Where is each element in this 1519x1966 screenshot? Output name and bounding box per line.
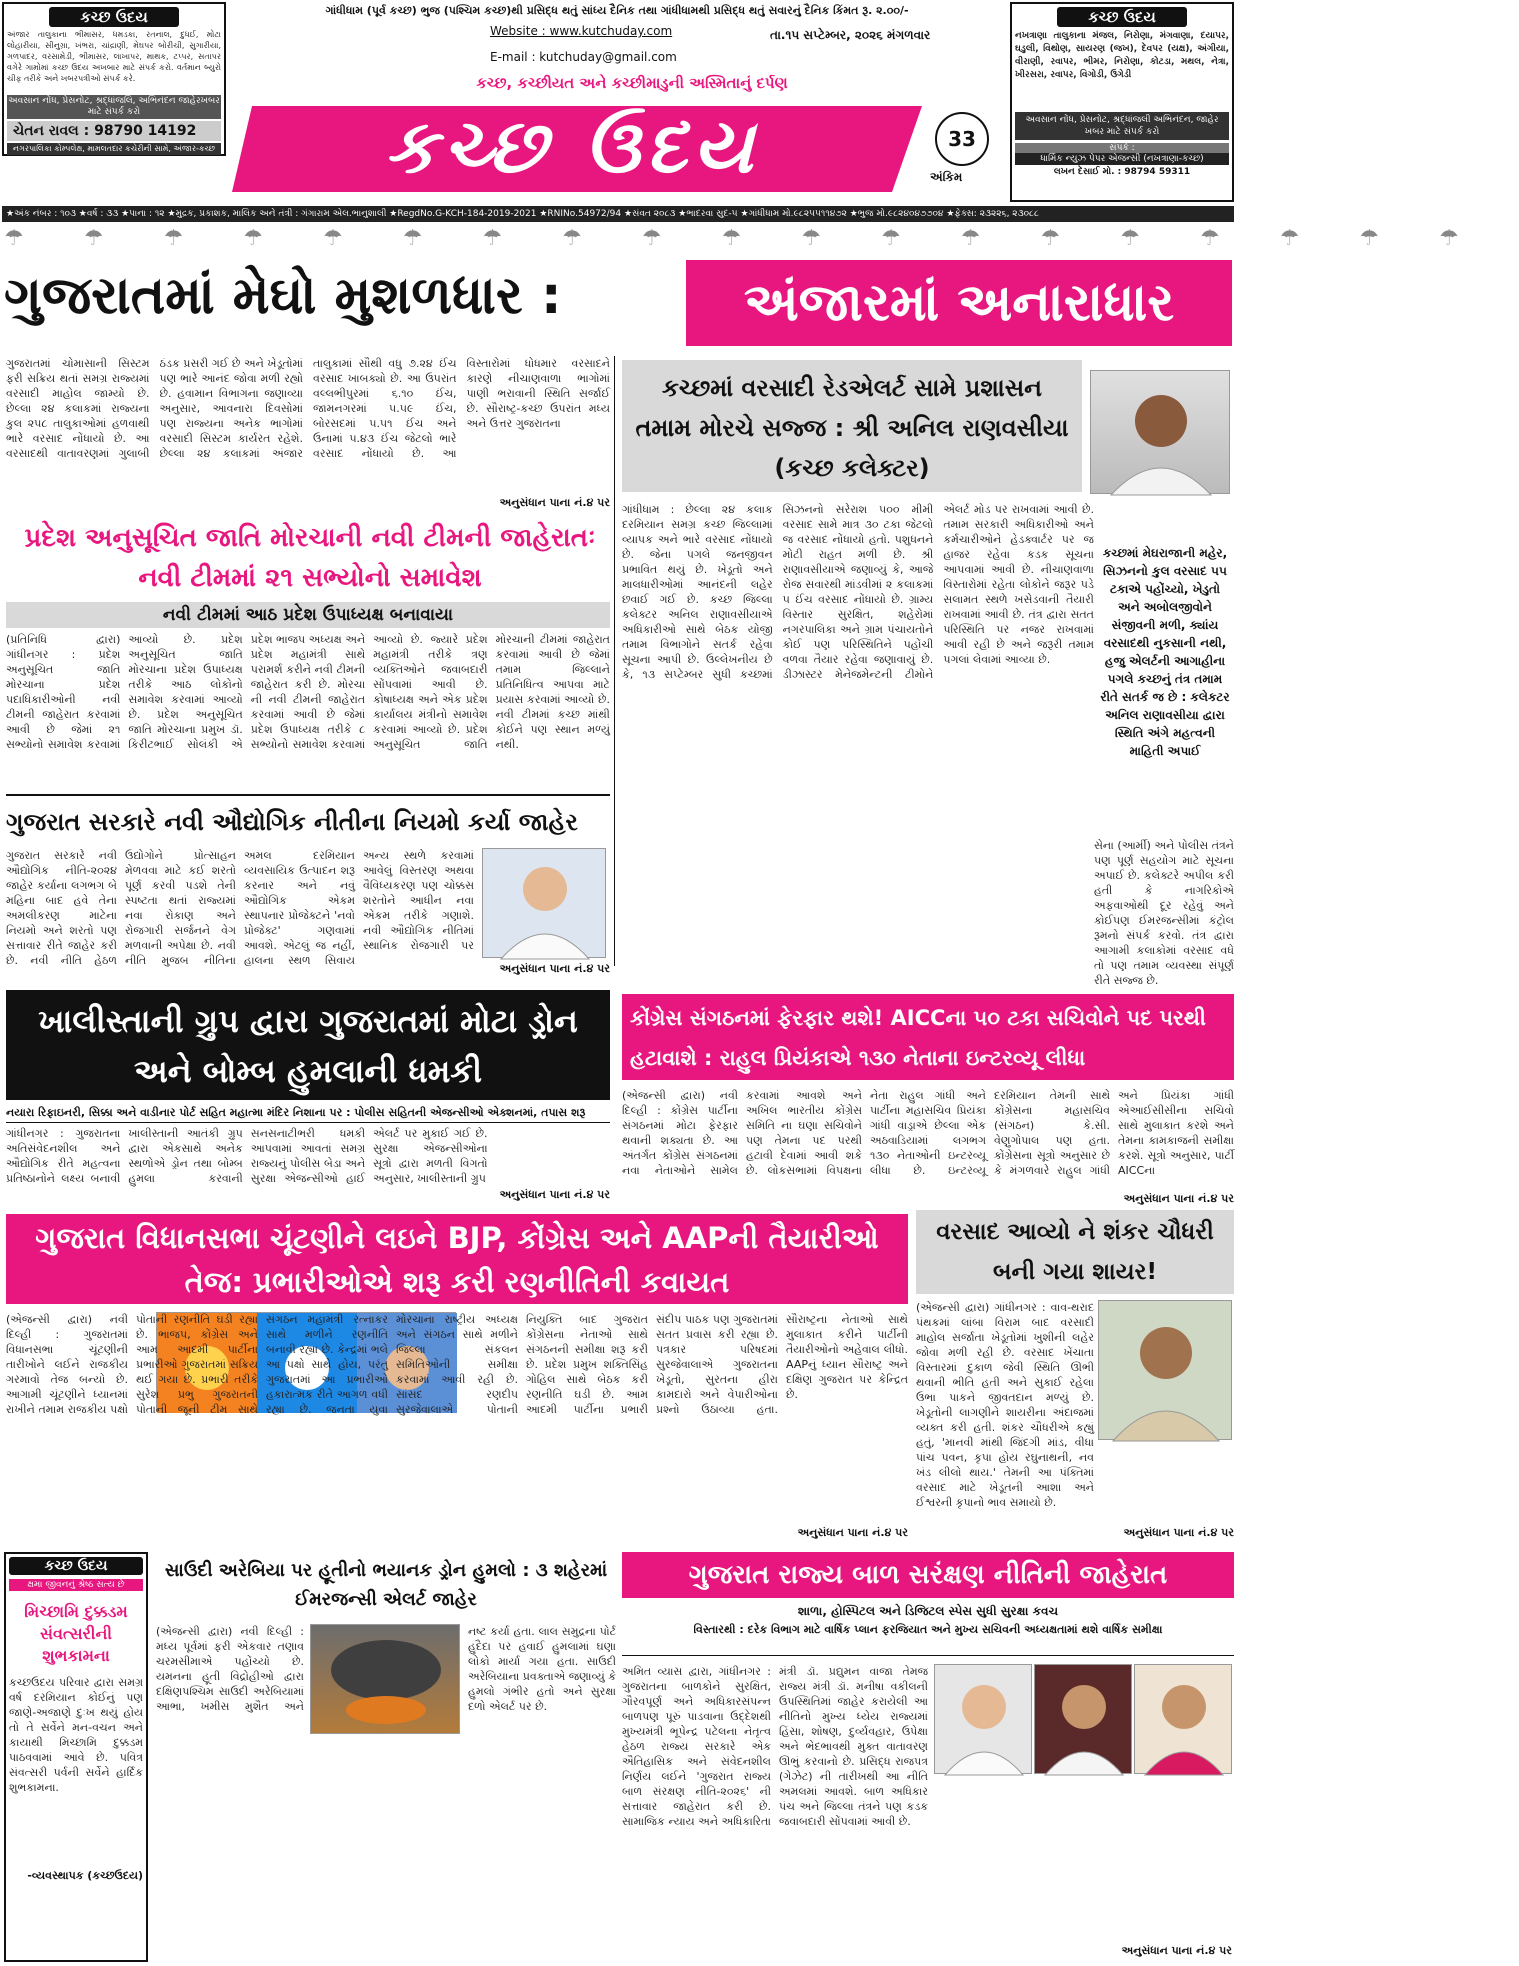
drone-photo-shape bbox=[311, 1625, 461, 1735]
right-ad-ribbon: અવસાન નોંધ, પ્રેસનોટ, શ્રદ્ધાંજલી અભિનંદન, જાહેર ખબર માટે સંપર્ક કરો bbox=[1015, 112, 1229, 140]
story-child-text: અમિત વ્યાસ દ્વારા, ગાંધીનગર : ગુજરાતના બાળકોને સુરક્ષિત, ગૌરવપૂર્ણ અને અધિકારસંપન્ન બાળપણ પૂરું પાડવાના ઉદ્દેશથી મુખ્યમંત્રી ભૂપેન્દ્ર પટેલના નેતૃત્વ હેઠળ રાજ્ય સરકારે એક ઐતિહાસિક અને સંવેદનશીલ નિર્ણય લઈને 'ગુજરાત રાજ્ય બાળ સંરક્ષણ નીતિ-૨૦૨૬' ની સત્તાવાર જાહેરાત કરી છે. સામાજિક ન્યાય અને અધિકારિતા મંત્રી ડૉ. પ્રદ્યુમન વાજા તેમજ રાજ્ય મંત્રી ડૉ. મનીષા વકીલની ઉપસ્થિતિમાં જાહેર કરાયેલી આ નીતિનો મુખ્ય ધ્યેય રાજ્યમાં હિંસા, શોષણ, દુર્વ્યવહાર, ઉપેક્ષા અને ભેદભાવથી મુક્ત વાતાવરણ ઊભું કરવાનો છે. પ્રસિદ્ધ રાજપત્ર (ગેઝેટ) ની તારીખથી આ નીતિ અમલમાં આવશે. બાળ અધિકાર પંચ અને જિલ્લા તંત્રને પણ કડક જવાબદારી સોંપવામાં આવી છે. bbox=[622, 1665, 928, 1828]
story-poet-cont[interactable]: અનુસંધાન પાના નં.૪ પર bbox=[1123, 1526, 1234, 1539]
masthead-logo bbox=[232, 100, 922, 198]
story-election-cont[interactable]: અનુસંધાન પાના નં.૪ પર bbox=[797, 1526, 908, 1539]
right-ad-logo: કચ્છ ઉદય bbox=[1057, 7, 1187, 27]
story-congress-cont[interactable]: અનુસંધાન પાના નં.૪ પર bbox=[1123, 1192, 1234, 1205]
story-collector-sidebar: કચ્છમાં મેઘરાજાની મહેર, સિઝનનો કુલ વરસાદ ૫૫ ટકાએ પહોંચ્યો, ખેડુતો અને અબોલજીવોને સંજીવની મળી, ક્યાંય વરસાદથી નુકસાની નથી, હજુ એલર્ટની આગાહીના પગલે કચ્છનું તંત્ર તમામ રીતે સતર્ક જ છે : કલેકટર અનિલ રાણાવસીયા દ્વારા સ્થિતિ અંગે મહત્વની માહિતી અપાઈ bbox=[1100, 546, 1230, 758]
story-collector-text: ગાંધીધામ : છેલ્લા ૨૪ કલાક દરમિયાન સમગ્ર કચ્છ જિલ્લામાં વ્યાપક અને ભારે વરસાદ નોંધાયો છે. જેના પગલે જનજીવન પ્રભાવિત થયું છે. ખેડૂતો અને માલધારીઓમાં આનંદની લહેર છવાઈ ગઈ છે. કચ્છ જિલ્લા કલેક્ટર અનિલ રાણાવસીયાએ અધિકારીઓ સાથે બેઠક યોજી તમામ વિભાગોને સતર્ક રહેવા સૂચના આપી છે. ઉલ્લેખનીય છે કે, ૧૩ સપ્ટેમ્બર સુધી કચ્છમાં સિઝનનો સરેરાશ ૫૦૦ મીમી વરસાદ સામે માત્ર ૩૦ ટકા જેટલો જ વરસાદ નોંધાયો હતો. પશુધનને મોટી રાહત મળી છે. શ્રી રાણાવસીયાએ જણાવ્યું કે, આજે રોજ સવારથી માંડવીમાં ૨ કલાકમાં ૫ ઈંચ વરસાદ નોંધાયો છે. ગ્રામ્ય વિસ્તાર સુરક્ષિત, શહેરોમાં નગરપાલિકા અને ગ્રામ પંચાયતોને કોઈ પણ પરિસ્થિતિને પહોંચી વળવા તૈયાર રહેવા જણાવાયું છે. ડીઝાસ્ટર મેનેજમેન્ટની ટીમોને એલર્ટ મોડ પર રાખવામાં આવી છે. તમામ સરકારી અધિકારીઓ અને કર્મચારીઓને હેડક્વાર્ટર પર જ હાજર રહેવા કડક સૂચના આપવામાં આવી છે. નીચાણવાળા વિસ્તારોમાં રહેતા લોકોને જરૂર પડે સલામત સ્થળે ખસેડવાની તૈયારી રાખવામાં આવી છે. તંત્ર દ્વારા સતત પરિસ્થિતિ પર નજર રાખવામાં આવી રહી છે અને જરૂરી તમામ પગલાં લેવામાં આવ્યા છે. bbox=[622, 503, 1094, 681]
tagline: કચ્છ, કચ્છીયત અને કચ્છીમાડુની અસ્મિતાનું દર્પણ bbox=[476, 74, 788, 92]
story-policy-headline: ગુજરાત સરકારે નવી ઔદ્યોગિક નીતીના નિયમો કર્યા જાહેર bbox=[6, 808, 578, 836]
masthead-title: કચ્છ ઉદય bbox=[384, 104, 760, 190]
issue-date: તા.૧૫ સપ્ટેમ્બર, ૨૦૨૬ મંગળવાર bbox=[770, 28, 931, 42]
story-collector-headline: કચ્છમાં વરસાદી રેડએલર્ટ સામે પ્રશાસન તમામ મોરચે સજ્જ : શ્રી અનિલ રાણવસીયા (કચ્છ કલેક્ટર) bbox=[622, 360, 1082, 492]
collector-photo bbox=[1090, 370, 1230, 494]
story-child-sub2: વિસ્તારથી : દરેક વિભાગ માટે વાર્ષિક પ્લાન ફરજિયાત અને મુખ્ય સચિવની અધ્યક્ષતામાં થશે વાર્ષિક સમીક્ષા bbox=[622, 1622, 1234, 1656]
right-ad-contact: ધાર્મિક ન્યુઝ પેપર એજન્સી (નખત્રાણા-કચ્છ) bbox=[1015, 153, 1229, 165]
story-congress-text: (એજન્સી દ્વારા) નવી દિલ્હી : કોંગ્રેસ પાર્ટીના સંગઠનમાં મોટા ફેરફાર થવાની શક્યતા છે. આ અંતર્ગત કોંગ્રેસ સંગઠનમાં નવા નેતાઓને સામેલ કરવામાં આવશે અને અખિલ ભારતીય કોંગ્રેસ સમિતિ ના ઘણા સચિવોને પણ તેમના પદ પરથી હટાવી દેવામાં આવી શકે છે. લોકસભામાં વિપક્ષના નેતા રાહુલ ગાંધી અને પાર્ટીના મહાસચિવ પ્રિયંકા ગાંધી વાડ્રાએ છેલ્લા એક અઠવાડિયામાં લગભગ ૧૩૦ નેતાઓની ઇન્ટરવ્યૂ લીધા છે. ઇન્ટરવ્યૂ દરમિયાન તેમની સાથે કોંગ્રેસના મહાસચિવ (સંગઠન) કે.સી. વેણુગોપાલ પણ હતા. કોંગ્રેસના સૂત્રો અનુસાર છે કે મંગળવારે રાહુલ ગાંધી અને પ્રિયંકા ગાંધી એઆઈસીસીના સચિવો સાથે મુલાકાત કરશે અને તેમના કામકાજની સમીક્ષા કરશે. સૂત્રો અનુસાર, પાર્ટી AICCના bbox=[622, 1089, 1234, 1177]
story-collector-after: સેના (આર્મી) અને પોલીસ તંત્રને પણ પૂર્ણ સહયોગ માટે સૂચના અપાઈ છે. કલેક્ટરે અપીલ કરી હતી કે નાગરિકોએ અફવાઓથી દૂર રહેવું અને કોઈપણ ઈમરજન્સીમાં કંટ્રોલ રૂમનો સંપર્ક કરવો. તંત્ર દ્વારા આગામી કલાકોમાં વરસાદ વધે તો પણ તમામ વ્યવસ્થા સંપૂર્ણ રીતે સજ્જ છે. bbox=[1094, 839, 1234, 987]
story-khalistan-headline: ખાલીસ્તાની ગ્રુપ દ્વારા ગુજરાતમાં મોટા ડ્રોન અને બોમ્બ હુમલાની ધમકી bbox=[38, 1002, 578, 1090]
cm-photo-shape bbox=[483, 849, 607, 959]
story-drone-headline: સાઉદી અરેબિયા પર હૂતીનો ભયાનક ડ્રોન હુમલો : ૩ શહેરમાં ઈમરજન્સી એલર્ટ જાહેર bbox=[164, 1560, 608, 1610]
story-poet-text-top: (એજન્સી દ્વારા) ગાંધીનગર : વાવ-થરાદ પંથકમાં લાંબા વિરામ બાદ વરસાદી માહોલ સર્જાતા ખેડૂતોમાં ખુશીની લહેર જોવા મળી રહી છે. વરસાદ ખેંચાતા વિસ્તારમાં દુકાળ જેવી સ્થિતિ ઊભી થવાની ભીતિ હતી અને સુકાઈ રહેલા ઉભા પાકને જીવતદાન મળ્યું છે. ખેડૂતોની લાગણીને શાયરીના અંદાજમાં વ્યક્ત કરી હતી. શંકર ચૌધરીએ કહ્યું હતું, 'માનવી માંથી જિંદગી માંડ, વીધા પાંચ પવન, કૃપા હોય રઘુનાથની, નવ ખંડ લીલો થાય.' તેમની આ પંક્તિમાં વરસાદ માટે ખેડૂતની આશા અને ઈશ્વરની કૃપાનો ભાવ સમાયો છે. bbox=[916, 1301, 1094, 1509]
years-badge-number: 33 bbox=[948, 127, 976, 151]
left-ad-address: નગરપાલિકા કોમ્પલેક્ષ, મામલતદાર કચેરીની સામે, અંજાર-કચ્છ bbox=[7, 143, 221, 155]
story-khalistan-text: ગાંધીનગર : ગુજરાતના અતિસંવેદનશીલ અને ઔદ્યોગિક રીતે મહત્વના પ્રતિષ્ઠાનોને લક્ષ્ય બનાવી ખાલીસ્તાની આતંકી ગ્રુપ દ્વારા એકસાથે અનેક સ્થળોએ ડ્રોન તથા બોમ્બ હુમલા કરવાની સનસનાટીભરી ધમકી આપવામાં આવતાં સમગ્ર રાજ્યનું પોલીસ બેડા અને સુરક્ષા એજન્સીઓ હાઈ એલર્ટ પર મુકાઈ ગઈ છે. સુરક્ષા એજન્સીઓના સૂત્રો દ્વારા મળતી વિગતો અનુસાર, ખાલીસ્તાની ગ્રુપ bbox=[6, 1127, 488, 1185]
drone-photo bbox=[310, 1624, 460, 1734]
email[interactable]: E-mail : kutchuday@gmail.com bbox=[490, 50, 677, 64]
child-photo-3-shape bbox=[1135, 1665, 1233, 1775]
child-photo-1 bbox=[934, 1664, 1032, 1774]
child-photo-2-shape bbox=[1035, 1665, 1133, 1775]
story-khalistan-cont[interactable]: અનુસંધાન પાના નં.૪ પર bbox=[499, 1188, 610, 1201]
story-morcha-text: (પ્રતિનિધિ દ્વારા) ગાંધીનગર : પ્રદેશ અનુસૂચિત જાતિ મોરચાના પ્રદેશ પદાધિકારીઓની નવી ટીમની જાહેરાત કરવામાં આવી છે જેમાં ૨૧ સભ્યોનો સમાવેશ કરવામાં આવ્યો છે. પ્રદેશ અનુસૂચિત જાતિ મોરચાના પ્રદેશ ઉપાધ્યક્ષ તરીકે આઠ લોકોનો સમાવેશ કરવામાં આવ્યો છે. પ્રદેશ અનુસૂચિત જાતિ મોરચાના પ્રમુખ ડૉ. કિરીટભાઈ સોલંકી એ પ્રદેશ ભાજપ અધ્યક્ષ અને પ્રદેશ મહામંત્રી સાથે પરામર્શ કરીને નવી ટીમની જાહેરાત કરી છે. મોરચા ની નવી ટીમની જાહેરાત કરવામાં આવી છે જેમાં પ્રદેશ ઉપાધ્યક્ષ તરીકે ૮ સભ્યોનો સમાવેશ કરવામાં આવ્યો છે. જ્યારે પ્રદેશ મહામંત્રી તરીકે ત્રણ વ્યક્તિઓને જવાબદારી સોંપવામાં આવી છે. કોષાધ્યક્ષ અને એક પ્રદેશ કાર્યાલય મંત્રીનો સમાવેશ કરવામાં આવ્યો છે. પ્રદેશ અનુસૂચિત જાતિ મોરચાની ટીમમાં જાહેરાત કરવામાં આવી છે જેમાં તમામ જિલ્લાને પ્રતિનિધિત્વ આપવા માટે પ્રયાસ કરવામાં આવ્યો છે. નવી ટીમમાં કચ્છ માંથી કોઈને પણ સ્થાન મળ્યું નથી. bbox=[6, 633, 610, 751]
story-morcha-headline: પ્રદેશ અનુસૂચિત જાતિ મોરચાની નવી ટીમની જાહેરાતઃ નવી ટીમમાં ૨૧ સભ્યોનો સમાવેશ bbox=[24, 523, 596, 593]
cm-photo bbox=[482, 848, 606, 958]
website[interactable]: Website : www.kutchuday.com bbox=[490, 24, 673, 38]
story-child-text-right bbox=[934, 1780, 1232, 1940]
bottom-ad-text: કચ્છઉદય પરિવાર દ્વારા સમગ્ર વર્ષ દરમિયાન કોઈનું પણ જાણે-અજાણે દુઃખ થયું હોય તો તે સર્વેને મન-વચન અને કાયાથી મિચ્છામિ દુક્કડમ પાઠવવામાં આવે છે. પવિત્ર સંવત્સરી પર્વની સર્વેને હાર્દિક શુભકામના. bbox=[9, 1676, 143, 1794]
sub-label: અંકિમ bbox=[930, 170, 963, 184]
right-ad-phone: લખન દેસાઈ મો. : 98794 59311 bbox=[1053, 167, 1191, 177]
main-headline-right: અંજારમાં અનારાધાર bbox=[686, 260, 1232, 346]
story-policy-cont[interactable]: અનુસંધાન પાના નં.૪ પર bbox=[499, 962, 610, 975]
rain-cloud-icons: ☂☂☂☂☂☂☂☂☂☂☂☂☂☂☂☂☂☂☂ bbox=[4, 226, 1519, 251]
child-photo-1-shape bbox=[935, 1665, 1033, 1775]
edition-note: ગાંધીધામ (પૂર્વ કચ્છ) ભુજ (પશ્ચિમ કચ્છ)થી પ્રસિદ્ધ થતું સાંધ્ય દૈનિક તથા ગાંધીધામથી પ્રસિદ્ધ થતું સવારનું દૈનિક કિંમત રૂ. ૨.૦૦/- bbox=[325, 4, 909, 17]
story-child-sub1: શાળા, હોસ્પિટલ અને ડિજિટલ સ્પેસ સુધી સુરક્ષા કવચ bbox=[797, 1604, 1059, 1618]
story-poet-headline: વરસાદ આવ્યો ને શંકર ચૌધરી બની ગયા શાયર! bbox=[916, 1210, 1234, 1294]
meta-line: ★અંક નંબર : ૧૦૩ ★વર્ષ : ૩૩ ★પાના : ૧૨ ★મુદ્રક, પ્રકાશક, માલિક અને તંત્રી : ગંગારામ એલ.ભાનુશાલી ★RegdNo.G-KCH-184-2019-2021 ★RNINo.54972/94 ★સંવત ૨૦૮૩ ★ભાદરવા સુદ-૫ ★ગાંધીધામ મો.૯૮૨૫૫૧૧૪૭૨ ★ભુજ મો.૯૮૨૪૦૪૭૭૦૪ ★ફેક્સ: ૨૩૨૨૬, ૨૩૦૮૮ bbox=[2, 206, 1234, 222]
story-rain-text: ગુજરાતમાં ચોમાસાની સિસ્ટમ ફરી સક્રિય થતાં સમગ્ર રાજ્યમાં વરસાદી માહોલ જામ્યો છે. છેલ્લા ૨૪ કલાકમાં રાજ્યના કુલ ૨૫૮ તાલુકાઓમાં હળવાથી ભારે વરસાદ નોંધાયો છે. આ વરસાદથી વાતાવરણમાં ગુલાબી ઠંડક પ્રસરી ગઈ છે અને ખેડૂતોમાં પણ ભારે આનંદ જોવા મળી રહ્યો છે. હવામાન વિભાગના જણાવ્યા અનુસાર, આવનારા દિવસોમાં પણ રાજ્યના અનેક ભાગોમાં વરસાદી સિસ્ટમ કાર્યરત રહેશે. છેલ્લા ૨૪ કલાકમાં અંજાર તાલુકામાં સૌથી વધુ ૭.૨૪ ઈંચ વરસાદ ખાબક્યો છે. આ ઉપરાંત વલ્લભીપુરમાં ૬.૧૦ ઈંચ, જામનગરમાં ૫.૫૯ ઈંચ, બોરસદમાં ૫.૫૧ ઈંચ અને ઉનામાં ૫.૪૩ ઈંચ જેટલો ભારે વરસાદ નોંધાયો છે. આ વિસ્તારોમાં ધોધમાર વરસાદને કારણે નીચાણવાળા ભાગોમાં પાણી ભરાવાની સ્થિતિ સર્જાઈ છે. સૌરાષ્ટ્ર-કચ્છ ઉપરાંત મધ્ય અને ઉત્તર ગુજરાતના bbox=[6, 357, 610, 460]
story-election-headline: ગુજરાત વિધાનસભા ચૂંટણીને લઇને BJP, કોંગ્રેસ અને AAPની તૈયારીઓ તેજ: પ્રભારીઓએ શરૂ કરી રણનીતિની કવાયત bbox=[6, 1214, 908, 1304]
left-ad-ribbon: અવસાન નોંધ, પ્રેસનોટ, શ્રદ્ધાંજલિ, અભિનંદન જાહેરખબર માટે સંપર્ક કરો bbox=[8, 96, 220, 117]
right-ad-contact-label: સંપર્ક : bbox=[1015, 143, 1229, 153]
poet-photo bbox=[1098, 1300, 1232, 1440]
right-ad-box bbox=[1010, 2, 1234, 202]
story-policy-text: ગુજરાત સરકારે નવી ઔદ્યોગિક નીતિ-૨૦૨૪ જાહેર કર્યાના લગભગ બે મહિના બાદ હવે તેના અમલીકરણ માટેના નિયમો અને શરતો પણ સત્તાવાર રીતે જાહેર કરી છે. નવી નીતિ હેઠળ ઉદ્યોગોને પ્રોત્સાહન મેળવવા માટે કઈ શરતો પૂર્ણ કરવી પડશે તેની સ્પષ્ટતા થતાં રાજ્યમાં નવા રોકાણ અને રોજગારી સર્જનને વેગ મળવાની અપેક્ષા છે. નવી નીતિ મુજબ નીતિના અમલ દરમિયાન વ્યવસાયિક ઉત્પાદન શરૂ કરનાર અને નવું ઔદ્યોગિક એકમ સ્થાપનાર પ્રોજેક્ટને 'નવો પ્રોજેક્ટ' ગણવામાં આવશે. એટલું જ નહીં, હાલના સ્થળ સિવાય અન્ય સ્થળે કરવામાં આવેલું વિસ્તરણ અથવા વૈવિધ્યકરણ પણ ચોક્કસ શરતોને આધીન નવા એકમ તરીકે ગણાશે. નવી ઔદ્યોગિક નીતિમાં સ્થાનિક રોજગારી પર bbox=[6, 849, 474, 967]
right-ad-body: નખત્રાણા તાલુકાના મંજલ, નિરોણા, મંગવાણા, દયાપર, ઘડુલી, વિથોણ, સાયરણ (જખ), દેવપર (યક્ષ), અંગીયા, વીરાણી, રવાપર, ભીમર, નિરોણા, કોટડા, મથલ, નેત્રા, ખીરસરા, રવાપર, વિગોડી, ઉગેડી bbox=[1015, 31, 1229, 80]
bottom-ad-logo: કચ્છ ઉદય bbox=[9, 1557, 143, 1575]
bottom-ad-title: મિચ્છામિ દુક્કડમ સંવત્સરીની શુભકામના bbox=[24, 1602, 128, 1665]
child-photo-2 bbox=[1034, 1664, 1132, 1774]
story-khalistan-subhead: નયારા રિફાઇનરી, સિક્કા અને વાડીનાર પોર્ટ સહિત મહાત્મા મંદિર નિશાના પર : પોલીસ સહિતની એજન્સીઓ એક્શનમાં, તપાસ શરૂ bbox=[6, 1104, 610, 1123]
bottom-ad-ribbon: ક્ષમા જીવનનું શ્રેષ્ઠ સત્ય છે bbox=[9, 1579, 143, 1591]
story-election-text: (એજન્સી દ્વારા) નવી દિલ્હી : ગુજરાતમાં વિધાનસભા ચૂંટણીની તારીખોને લઈને રાજકીય ગરમાવો તેજ બન્યો છે. આગામી ચૂંટણીને ધ્યાનમાં રાખીને તમામ રાજકીય પક્ષો પોતાની રણનીતિ ઘડી રહ્યા છે. ભાજપ, કોંગ્રેસ અને આમ આદમી પાર્ટીના પ્રભારીઓ ગુજરાતમાં સક્રિય થઈ ગયા છે. પ્રભારી તરીકે સુરેશ પ્રભુ ગુજરાતની પોતાની જૂની ટીમ સાથે સંગઠન મહામંત્રી રત્નાકર સાથે મળીને રણનીતિ બનાવી રહ્યા છે. કેન્દ્રમાં ભલે આ પક્ષો સાથે હોય, પરંતુ ગુજરાતમાં આ પ્રભારીઓ હકારાત્મક રીતે આગળ વધી રહ્યા છે. જનતા યુવા મોરચાના રાષ્ટ્રીય અધ્યક્ષ અને સંગઠન સાથે મળીને જિલ્લા સંકલન સમિતિઓની સમીક્ષા કરવામાં આવી રહી છે. સાંસદ રણદીપ સુરજેવાલાએ પોતાની નિયુક્તિ બાદ ગુજરાત કોંગ્રેસના નેતાઓ સાથે સંગઠનની સમીક્ષા શરૂ કરી છે. પ્રદેશ પ્રમુખ શક્તિસિંહ ગોહિલ સાથે બેઠક કરી રણનીતિ ઘડી છે. આમ આદમી પાર્ટીના પ્રભારી સંદીપ પાઠક પણ ગુજરાતમાં સતત પ્રવાસ કરી રહ્યા છે. પત્રકાર પરિષદમાં સુરજેવાલાએ ગુજરાતના ખેડૂતો, સુરતના હીરા કામદારો અને વેપારીઓના પ્રશ્નો ઉઠાવ્યા હતા. સૌરાષ્ટ્રના નેતાઓ સાથે મુલાકાત કરીને પાર્ટીની તૈયારીઓનો અહેવાલ લીધો. AAPનું ધ્યાન સૌરાષ્ટ્ર અને દક્ષિણ ગુજરાત પર કેન્દ્રિત છે. bbox=[6, 1313, 908, 1416]
years-badge bbox=[935, 112, 989, 166]
left-ad-logo: કચ્છ ઉદય bbox=[49, 7, 179, 27]
bottom-ad-sign: -વ્યવસ્થાપક (કચ્છઉદય) bbox=[27, 1869, 143, 1882]
story-child-headline: ગુજરાત રાજ્ય બાળ સરંક્ષણ નીતિની જાહેરાત bbox=[622, 1552, 1234, 1598]
left-ad-contact: ચેતન રાવલ : 98790 14192 bbox=[7, 121, 221, 141]
main-headline-left: ગુજરાતમાં મેઘો મુશળધાર : bbox=[4, 266, 562, 326]
divider-h1 bbox=[6, 794, 610, 796]
child-photo-3 bbox=[1134, 1664, 1232, 1774]
story-congress-headline: કોંગ્રેસ સંગઠનમાં ફેરફાર થશે! AICCના ૫૦ ટકા સચિવોને પદ પરથી હટાવાશે : રાહુલ પ્રિયંકાએ ૧૩૦ નેતાના ઇન્ટરવ્યૂ લીધા bbox=[622, 994, 1234, 1080]
story-child-cont[interactable]: અનુસંધાન પાના નં.૪ પર bbox=[1121, 1944, 1232, 1957]
left-ad-box bbox=[2, 2, 226, 156]
collector-photo-shape bbox=[1091, 371, 1231, 495]
divider-v1 bbox=[614, 356, 615, 966]
story-morcha-subhead: નવી ટીમમાં આઠ પ્રદેશ ઉપાધ્યક્ષ બનાવાયા bbox=[6, 602, 610, 628]
story-rain-cont[interactable]: અનુસંધાન પાના નં.૪ પર bbox=[499, 496, 610, 509]
bottom-ad-box bbox=[4, 1552, 148, 1962]
story-drone-text: (એજન્સી દ્વારા) નવી દિલ્હી : મધ્ય પૂર્વમાં ફરી એકવાર તણાવ ચરમસીમાએ પહોંચ્યો છે. યમનના હૂતી વિદ્રોહીઓ દ્વારા દક્ષિણપશ્ચિમ સાઉદી અરેબિયામાં આભા, ખમીસ મુશૈત અને નષ્ટ કર્યા હતા. લાલ સમુદ્રના પોર્ટ હુદૈદા પર હવાઈ હુમલામાં ઘણા લોકો માર્યા ગયા હતા. સાઉદી અરેબિયાના પ્રવક્તાએ જણાવ્યું કે હુમલો ગંભીર હતો અને સુરક્ષા દળો એલર્ટ પર છે. bbox=[156, 1625, 616, 1713]
poet-photo-shape bbox=[1099, 1301, 1233, 1441]
left-ad-body: અંજાર તાલુકાના ભીમાસર, ધમડકા, રતનાલ, દુધઈ, મોટા લોહારીયા, સીનુગ્રા, ખંભરા, ચાંદ્રાણી, મેઘપર બોરીચી, સુગારીયા, ગળપાદર, વરસામેડી, ભીમાસર, લાખાપર, માથક, ટપ્પર, સતાપર વગેરે ગામોમાં કચ્છ ઉદય અખબાર માટે સંપર્ક કરો. વર્તમાન બ્યુરો ચીફ તરીકે અને ખબરપત્રીઓ સંપર્ક કરે. bbox=[7, 30, 221, 83]
